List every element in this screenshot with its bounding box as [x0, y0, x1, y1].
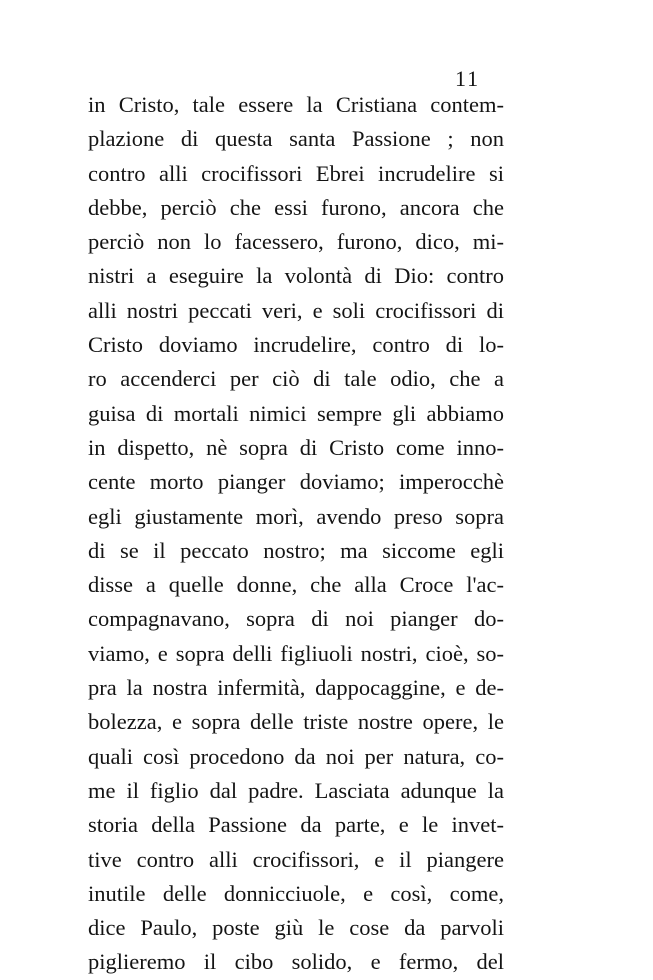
- text-line: dice Paulo, poste giù le cose da parvoli: [88, 915, 504, 941]
- text-line: debbe, perciò che essi furono, ancora che: [88, 194, 504, 220]
- text-line: piglieremo il cibo solido, e fermo, del: [88, 949, 504, 975]
- text-line: di se il peccato nostro; ma siccome egli: [88, 537, 504, 563]
- text-line: nistri a eseguire la volontà di Dio: contro: [88, 263, 504, 289]
- text-line: perciò non lo facessero, furono, dico, mi-: [88, 229, 504, 255]
- text-line: quali così procedono da noi per natura, co-: [88, 743, 504, 769]
- text-line: plazione di questa santa Passione ; non: [88, 126, 504, 152]
- text-line: tive contro alli crocifissori, e il piangere: [88, 846, 504, 872]
- text-line: ro accenderci per ciò di tale odio, che a: [88, 366, 504, 392]
- text-line: alli nostri peccati veri, e soli crocifissori di: [88, 297, 504, 323]
- text-line: compagnavano, sopra di noi pianger do-: [88, 606, 504, 632]
- text-line: pra la nostra infermità, dappocaggine, e de-: [88, 675, 504, 701]
- text-line: viamo, e sopra delli figliuoli nostri, cioè, so-: [88, 640, 504, 666]
- text-line: contro alli crocifissori Ebrei incrudelire si: [88, 160, 504, 186]
- text-line: inutile delle donnicciuole, e così, come,: [88, 880, 504, 906]
- text-line: egli giustamente morì, avendo preso sopra: [88, 503, 504, 529]
- page-text-body: [88, 88, 504, 980]
- text-line: guisa di mortali nimici sempre gli abbiamo: [88, 400, 504, 426]
- text-line: me il figlio dal padre. Lasciata adunque la: [88, 777, 504, 803]
- text-line: in dispetto, nè sopra di Cristo come inno-: [88, 434, 504, 460]
- text-line: in Cristo, tale essere la Cristiana contem-: [88, 92, 504, 117]
- text-line: storia della Passione da parte, e le invet-: [88, 812, 504, 838]
- text-line: cente morto pianger doviamo; imperocchè: [88, 469, 504, 495]
- page-number: 11: [455, 66, 481, 91]
- text-line: bolezza, e sopra delle triste nostre opere, le: [88, 709, 504, 735]
- text-line: Cristo doviamo incrudelire, contro di lo-: [88, 332, 504, 358]
- text-line: disse a quelle donne, che alla Croce l'ac-: [88, 572, 504, 598]
